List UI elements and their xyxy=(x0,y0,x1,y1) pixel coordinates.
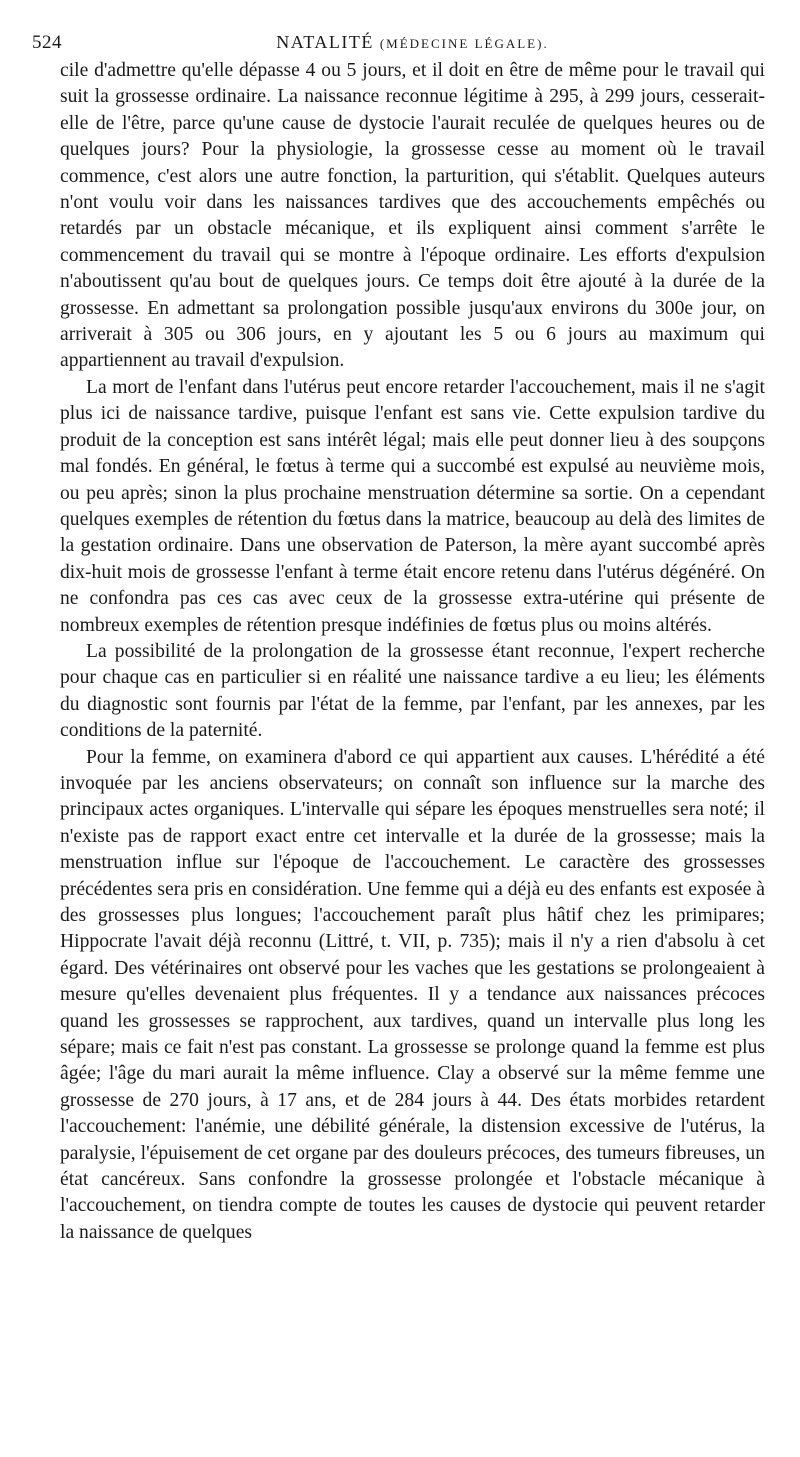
body-text xyxy=(60,58,765,1246)
running-title xyxy=(60,32,765,53)
paragraph-1: cile d'admettre qu'elle dépasse 4 ou 5 jours, et il doit en être de même pour le travail qui suit la grossesse ordinaire. La naissance reconnue légitime à 295, à 299 jours, cesserait-elle de l'être, parce qu'une cause de dystocie l'aurait reculée de quelques heures ou de quelques jours? Pour la physiologie, la grossesse cesse au moment où le travail commence, c'est alors une autre fonction, la parturition, qui s'établit. Quelques auteurs n'ont voulu voir dans les naissances tardives que des accouchements empêchés ou retardés par un obstacle mécanique, et ils expliquent ainsi comment s'arrête le commencement du travail qui se montre à l'époque ordinaire. Les efforts d'expulsion n'aboutissent qu'au bout de quelques jours. Ce temps doit être ajouté à la durée de la grossesse. En admettant sa prolongation possible jusqu'aux environs du 300e jour, on arriverait à 305 ou 306 jours, en y ajoutant les 5 ou 6 jours au maximum qui appartiennent au travail d'expulsion. xyxy=(60,60,765,372)
paragraph-3: La possibilité de la prolongation de la grossesse étant reconnue, l'expert recherche pour chaque cas en particulier si en réalité une naissance tardive a eu lieu; les éléments du diagnostic sont fournis par l'état de la femme, par l'enfant, par les annexes, par les conditions de la paternité. xyxy=(60,640,765,742)
header-title: NATALITÉ xyxy=(276,32,374,52)
running-header xyxy=(32,28,765,58)
header-subtitle: (MÉDECINE LÉGALE). xyxy=(379,36,549,51)
paragraph-2: La mort de l'enfant dans l'utérus peut encore retarder l'accouchement, mais il ne s'agit plus ici de naissance tardive, puisque l'enfant est sans vie. Cette expulsion tardive du produit de la conception est sans intérêt légal; mais elle peut donner lieu à des soupçons mal fondés. En général, le fœtus à terme qui a succombé est expulsé au neuvième mois, ou peu après; sinon la plus prochaine menstruation détermine sa sortie. On a cependant quelques exemples de rétention du fœtus dans la matrice, beaucoup au delà des limites de la gestation ordinaire. Dans une observation de Paterson, la mère ayant succombé après dix-huit mois de grossesse l'enfant à terme était encore retenu dans l'utérus dégénéré. On ne confondra pas ces cas avec ceux de la grossesse extra-utérine qui présente de nombreux exemples de rétention presque indéfinies de fœtus plus ou moins altérés. xyxy=(60,376,765,636)
paragraph-4: Pour la femme, on examinera d'abord ce qui appartient aux causes. L'hérédité a été invoquée par les anciens observateurs; on connaît son influence sur la marche des principaux actes organiques. L'intervalle qui sépare les époques menstruelles sera noté; il n'existe pas de rapport exact entre cet intervalle et la durée de la grossesse; mais la menstruation influe sur l'époque de l'accouchement. Le caractère des grossesses précédentes sera pris en considération. Une femme qui a déjà eu des enfants est exposée à des grossesses plus longues; l'accouchement paraît plus hâtif chez les primipares; Hippocrate l'avait déjà reconnu (Littré, t. VII, p. 735); mais il n'y a rien d'absolu à cet égard. Des vétérinaires ont observé pour les vaches que les gestations se prolongeaient à mesure qu'elles devenaient plus fréquentes. Il y a tendance aux naissances précoces quand les grossesses se rapprochent, aux tardives, quand un intervalle plus long les sépare; mais ce fait n'est pas constant. La grossesse se prolonge quand la femme est plus âgée; l'âge du mari aurait la même influence. Clay a observé sur la même femme une grossesse de 270 jours, à 17 ans, et de 284 jours à 44. Des états morbides retardent l'accouchement: l'anémie, une débilité générale, la distension excessive de l'utérus, la paralysie, l'épuisement de cet organe par des douleurs précoces, des tumeurs fibreuses, un état cancéreux. Sans confondre la grossesse prolongée et l'obstacle mécanique à l'accouchement, on tiendra compte de toutes les causes de dystocie qui peuvent retarder la naissance de quelques xyxy=(60,746,765,1243)
document-page xyxy=(32,28,765,1246)
page-number: 524 xyxy=(32,32,62,53)
